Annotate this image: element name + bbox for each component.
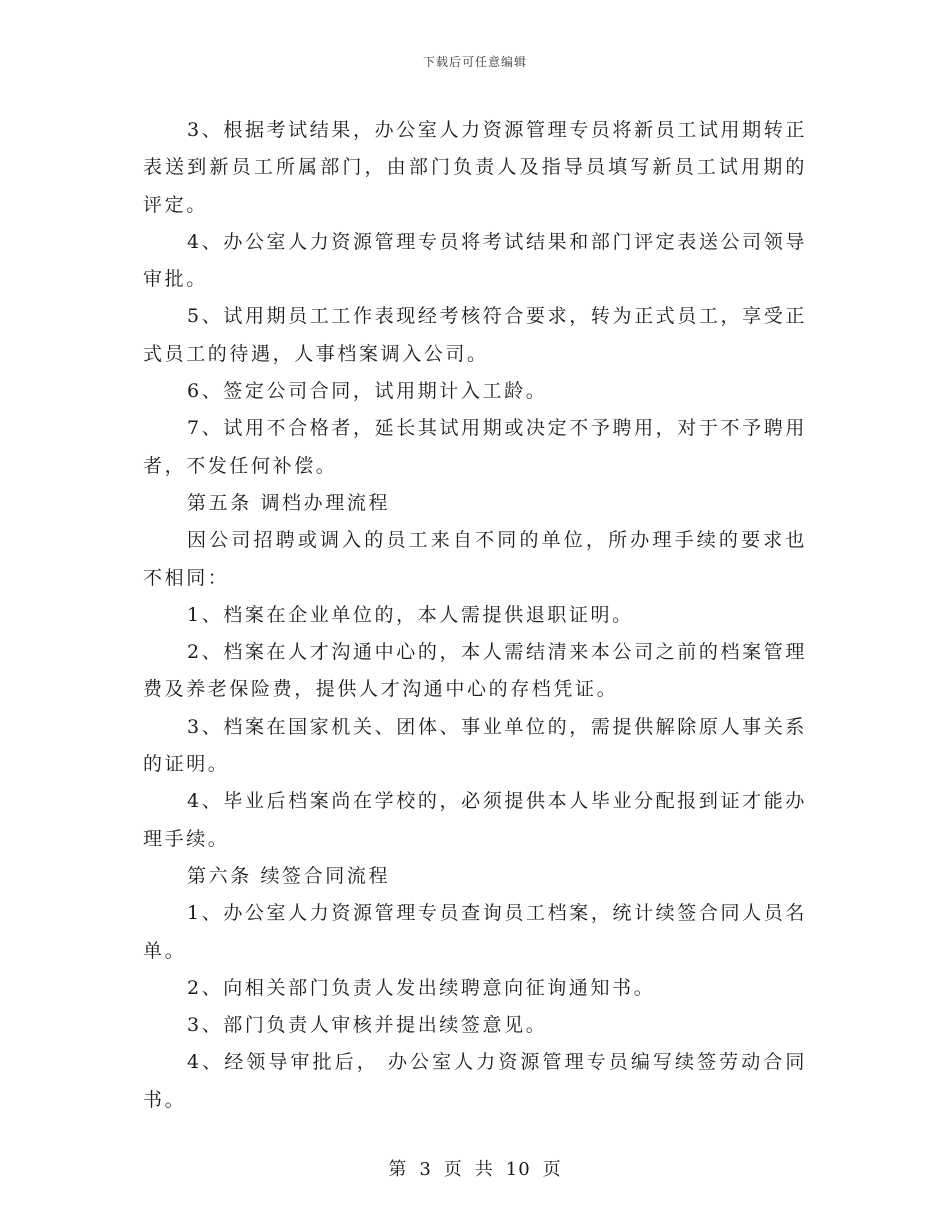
paragraph: 1、档案在企业单位的，本人需提供退职证明。 — [187, 603, 634, 626]
paragraph: 3、根据考试结果，办公室人力资源管理专员将新员工试用期转正表送到新员工所属部门，由部门负责人及指导员填写新员工试用期的评定。 — [143, 119, 807, 216]
section-heading: 第五条 调档办理流程 — [187, 491, 391, 514]
paragraph: 因公司招聘或调入的员工来自不同的单位，所办理手续的要求也不相同： — [143, 529, 807, 589]
total-pages-number: 10 — [505, 1159, 531, 1180]
paragraph: 4、毕业后档案尚在学校的，必须提供本人毕业分配报到证才能办理手续。 — [143, 790, 807, 850]
paragraph: 5、试用期员工工作表现经考核符合要求，转为正式员工，享受正式员工的待遇，人事档案调入公司。 — [143, 305, 807, 365]
current-page-number: 3 — [419, 1159, 432, 1180]
footer-label-page: 第 — [388, 1159, 408, 1180]
paragraph: 2、档案在人才沟通中心的，本人需结清来本公司之前的档案管理费及养老保险费，提供人才沟通中心的存档凭证。 — [143, 641, 807, 701]
paragraph: 3、部门负责人审核并提出续签意见。 — [187, 1014, 548, 1037]
paragraph: 3、档案在国家机关、团体、事业单位的，需提供解除原人事关系的证明。 — [143, 715, 807, 776]
footer-label-total: 共 — [474, 1159, 494, 1180]
paragraph: 7、试用不合格者，延长其试用期或决定不予聘用，对于不予聘用者，不发任何补偿。 — [143, 417, 807, 477]
footer-label-unit2: 页 — [542, 1159, 562, 1180]
footer-label-unit: 页 — [443, 1159, 463, 1180]
paragraph: 2、向相关部门负责人发出续聘意向征询通知书。 — [187, 976, 656, 999]
paragraph: 4、经领导审批后， 办公室人力资源管理专员编写续签劳动合同书。 — [143, 1051, 807, 1111]
page-footer — [0, 1155, 950, 1181]
paragraph: 1、办公室人力资源管理专员查询员工档案，统计续签合同人员名单。 — [143, 902, 807, 962]
section-heading: 第六条 续签合同流程 — [187, 864, 391, 887]
paragraph: 6、签定公司合同，试用期计入工龄。 — [187, 380, 548, 403]
paragraph: 4、办公室人力资源管理专员将考试结果和部门评定表送公司领导审批。 — [143, 230, 807, 291]
document-body — [143, 112, 807, 1119]
page-header: 下载后可任意编辑 — [422, 55, 527, 69]
